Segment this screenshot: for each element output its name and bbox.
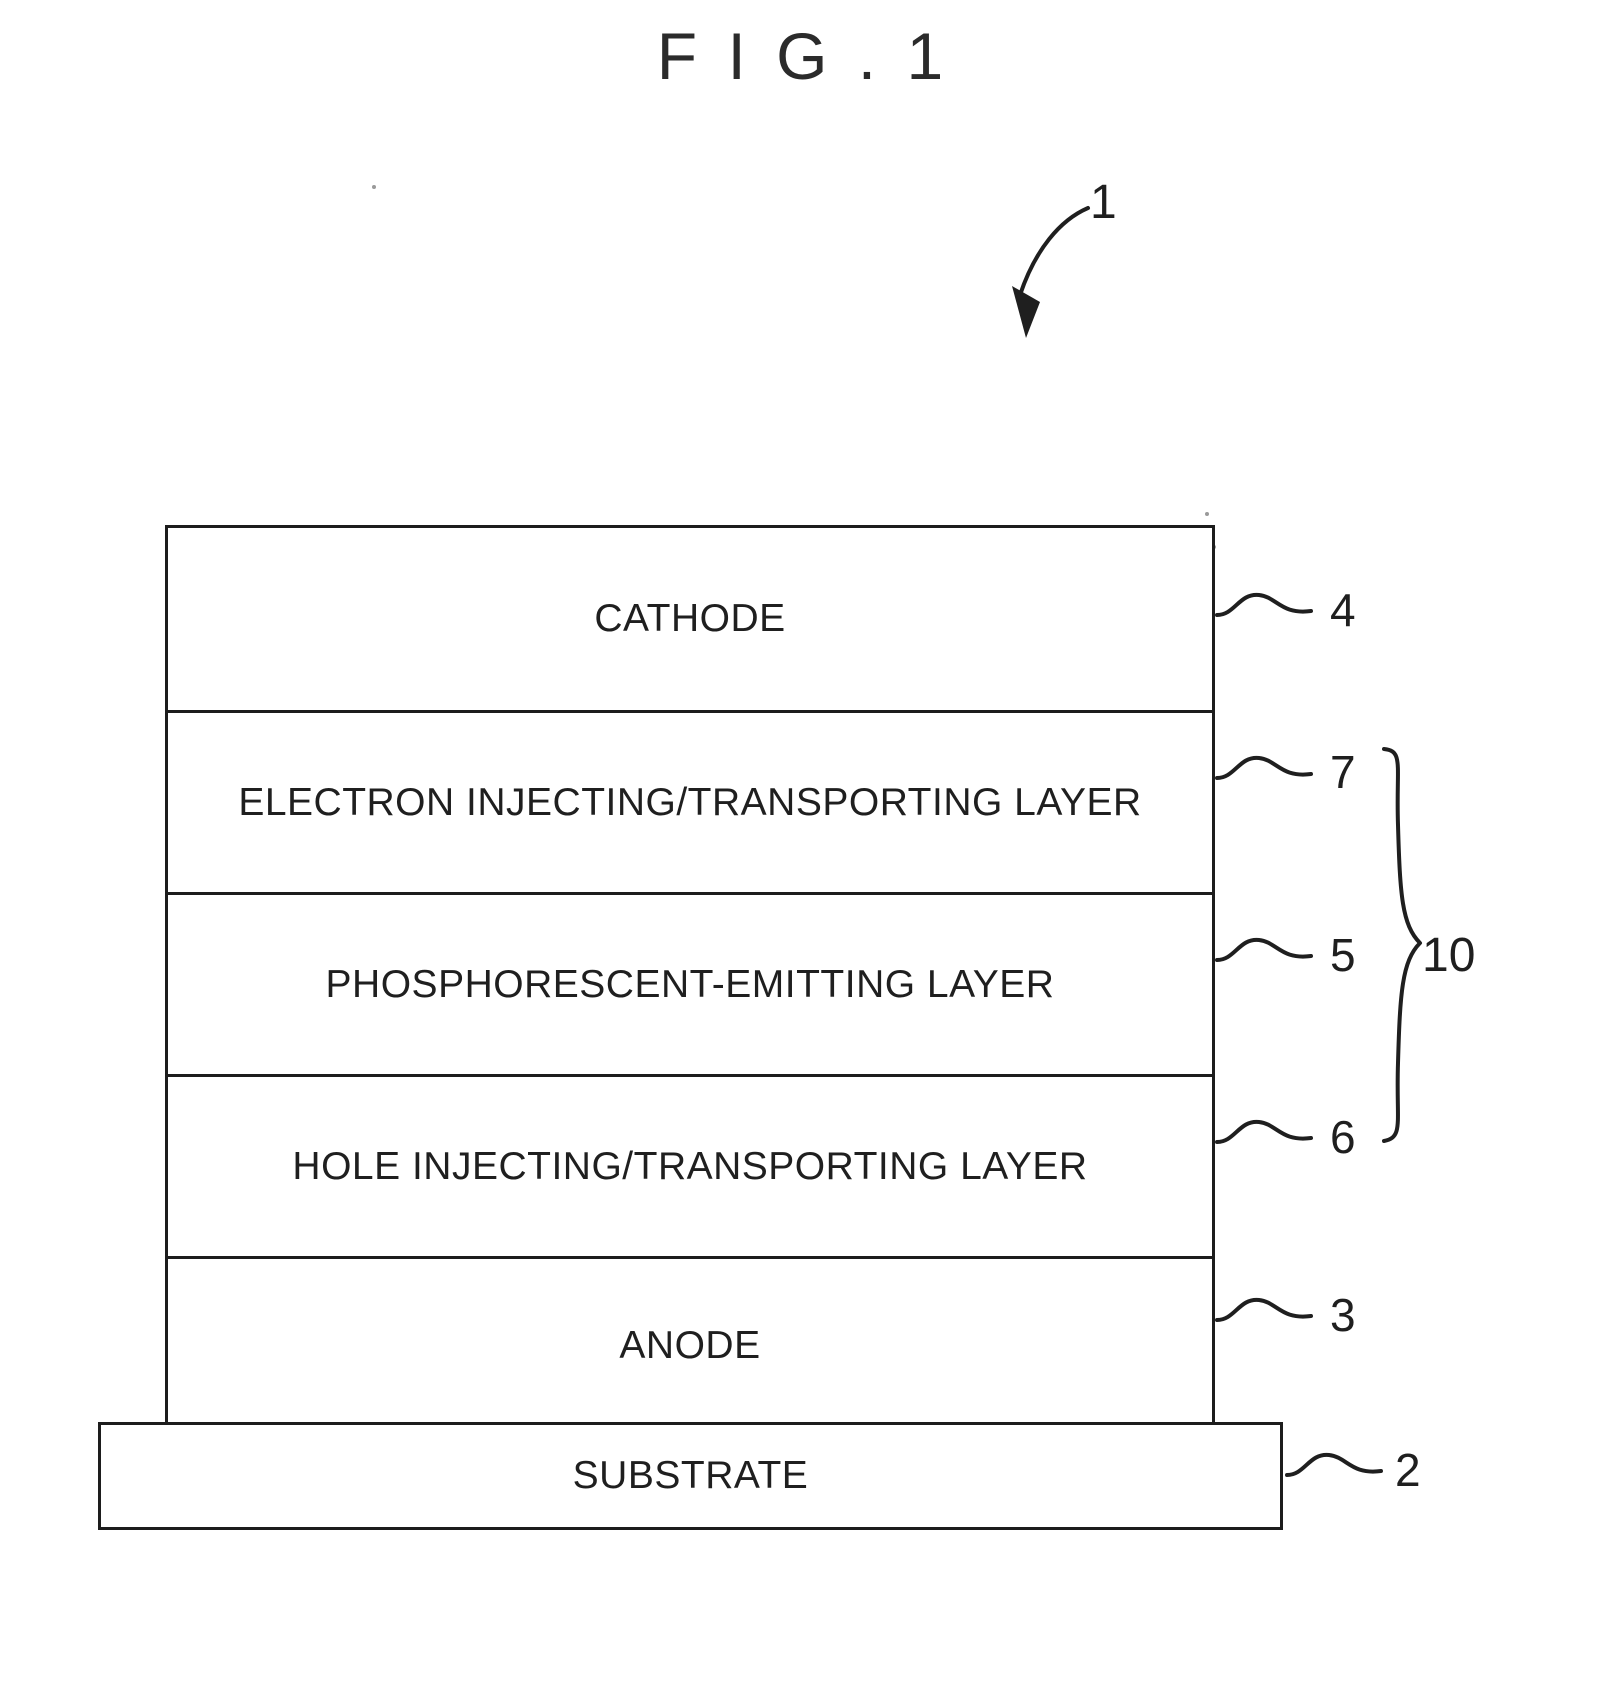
reference-numeral-5: 5 [1330, 929, 1356, 981]
reference-numeral-4: 4 [1330, 584, 1356, 636]
leader-squiggle-7 [1215, 748, 1315, 788]
figure-title: F I G . 1 [656, 19, 950, 93]
reference-numeral-3: 3 [1330, 1289, 1356, 1341]
layer-anode [165, 1256, 1215, 1436]
leader-squiggle-3 [1215, 1290, 1315, 1330]
layer-substrate [98, 1422, 1283, 1530]
layer-label: SUBSTRATE [572, 1454, 809, 1497]
layer-cathode [165, 525, 1215, 710]
leader-squiggle-2 [1285, 1445, 1385, 1485]
reference-numeral-10: 10 [1422, 929, 1476, 982]
layer-hole-injecting-transporting [165, 1074, 1215, 1256]
reference-numeral-2: 2 [1395, 1444, 1421, 1496]
leader-squiggle-5 [1215, 930, 1315, 970]
layer-label: HOLE INJECTING/TRANSPORTING LAYER [292, 1144, 1088, 1188]
layer-label: PHOSPHORESCENT-EMITTING LAYER [325, 962, 1055, 1006]
scan-speck [1205, 512, 1209, 516]
reference-numeral-7: 7 [1330, 746, 1356, 798]
scan-speck [372, 185, 376, 189]
layer-label: ANODE [619, 1324, 761, 1367]
leader-squiggle-6 [1215, 1112, 1315, 1152]
layer-phosphorescent-emitting [165, 892, 1215, 1074]
leader-arrow-1 [940, 190, 1120, 370]
reference-numeral-6: 6 [1330, 1111, 1356, 1163]
layer-electron-injecting-transporting [165, 710, 1215, 892]
reference-numeral-1: 1 [1090, 176, 1117, 229]
layer-label: ELECTRON INJECTING/TRANSPORTING LAYER [238, 780, 1142, 824]
layer-label: CATHODE [594, 597, 786, 640]
layer-stack [165, 525, 1215, 1436]
leader-squiggle-4 [1215, 585, 1315, 625]
